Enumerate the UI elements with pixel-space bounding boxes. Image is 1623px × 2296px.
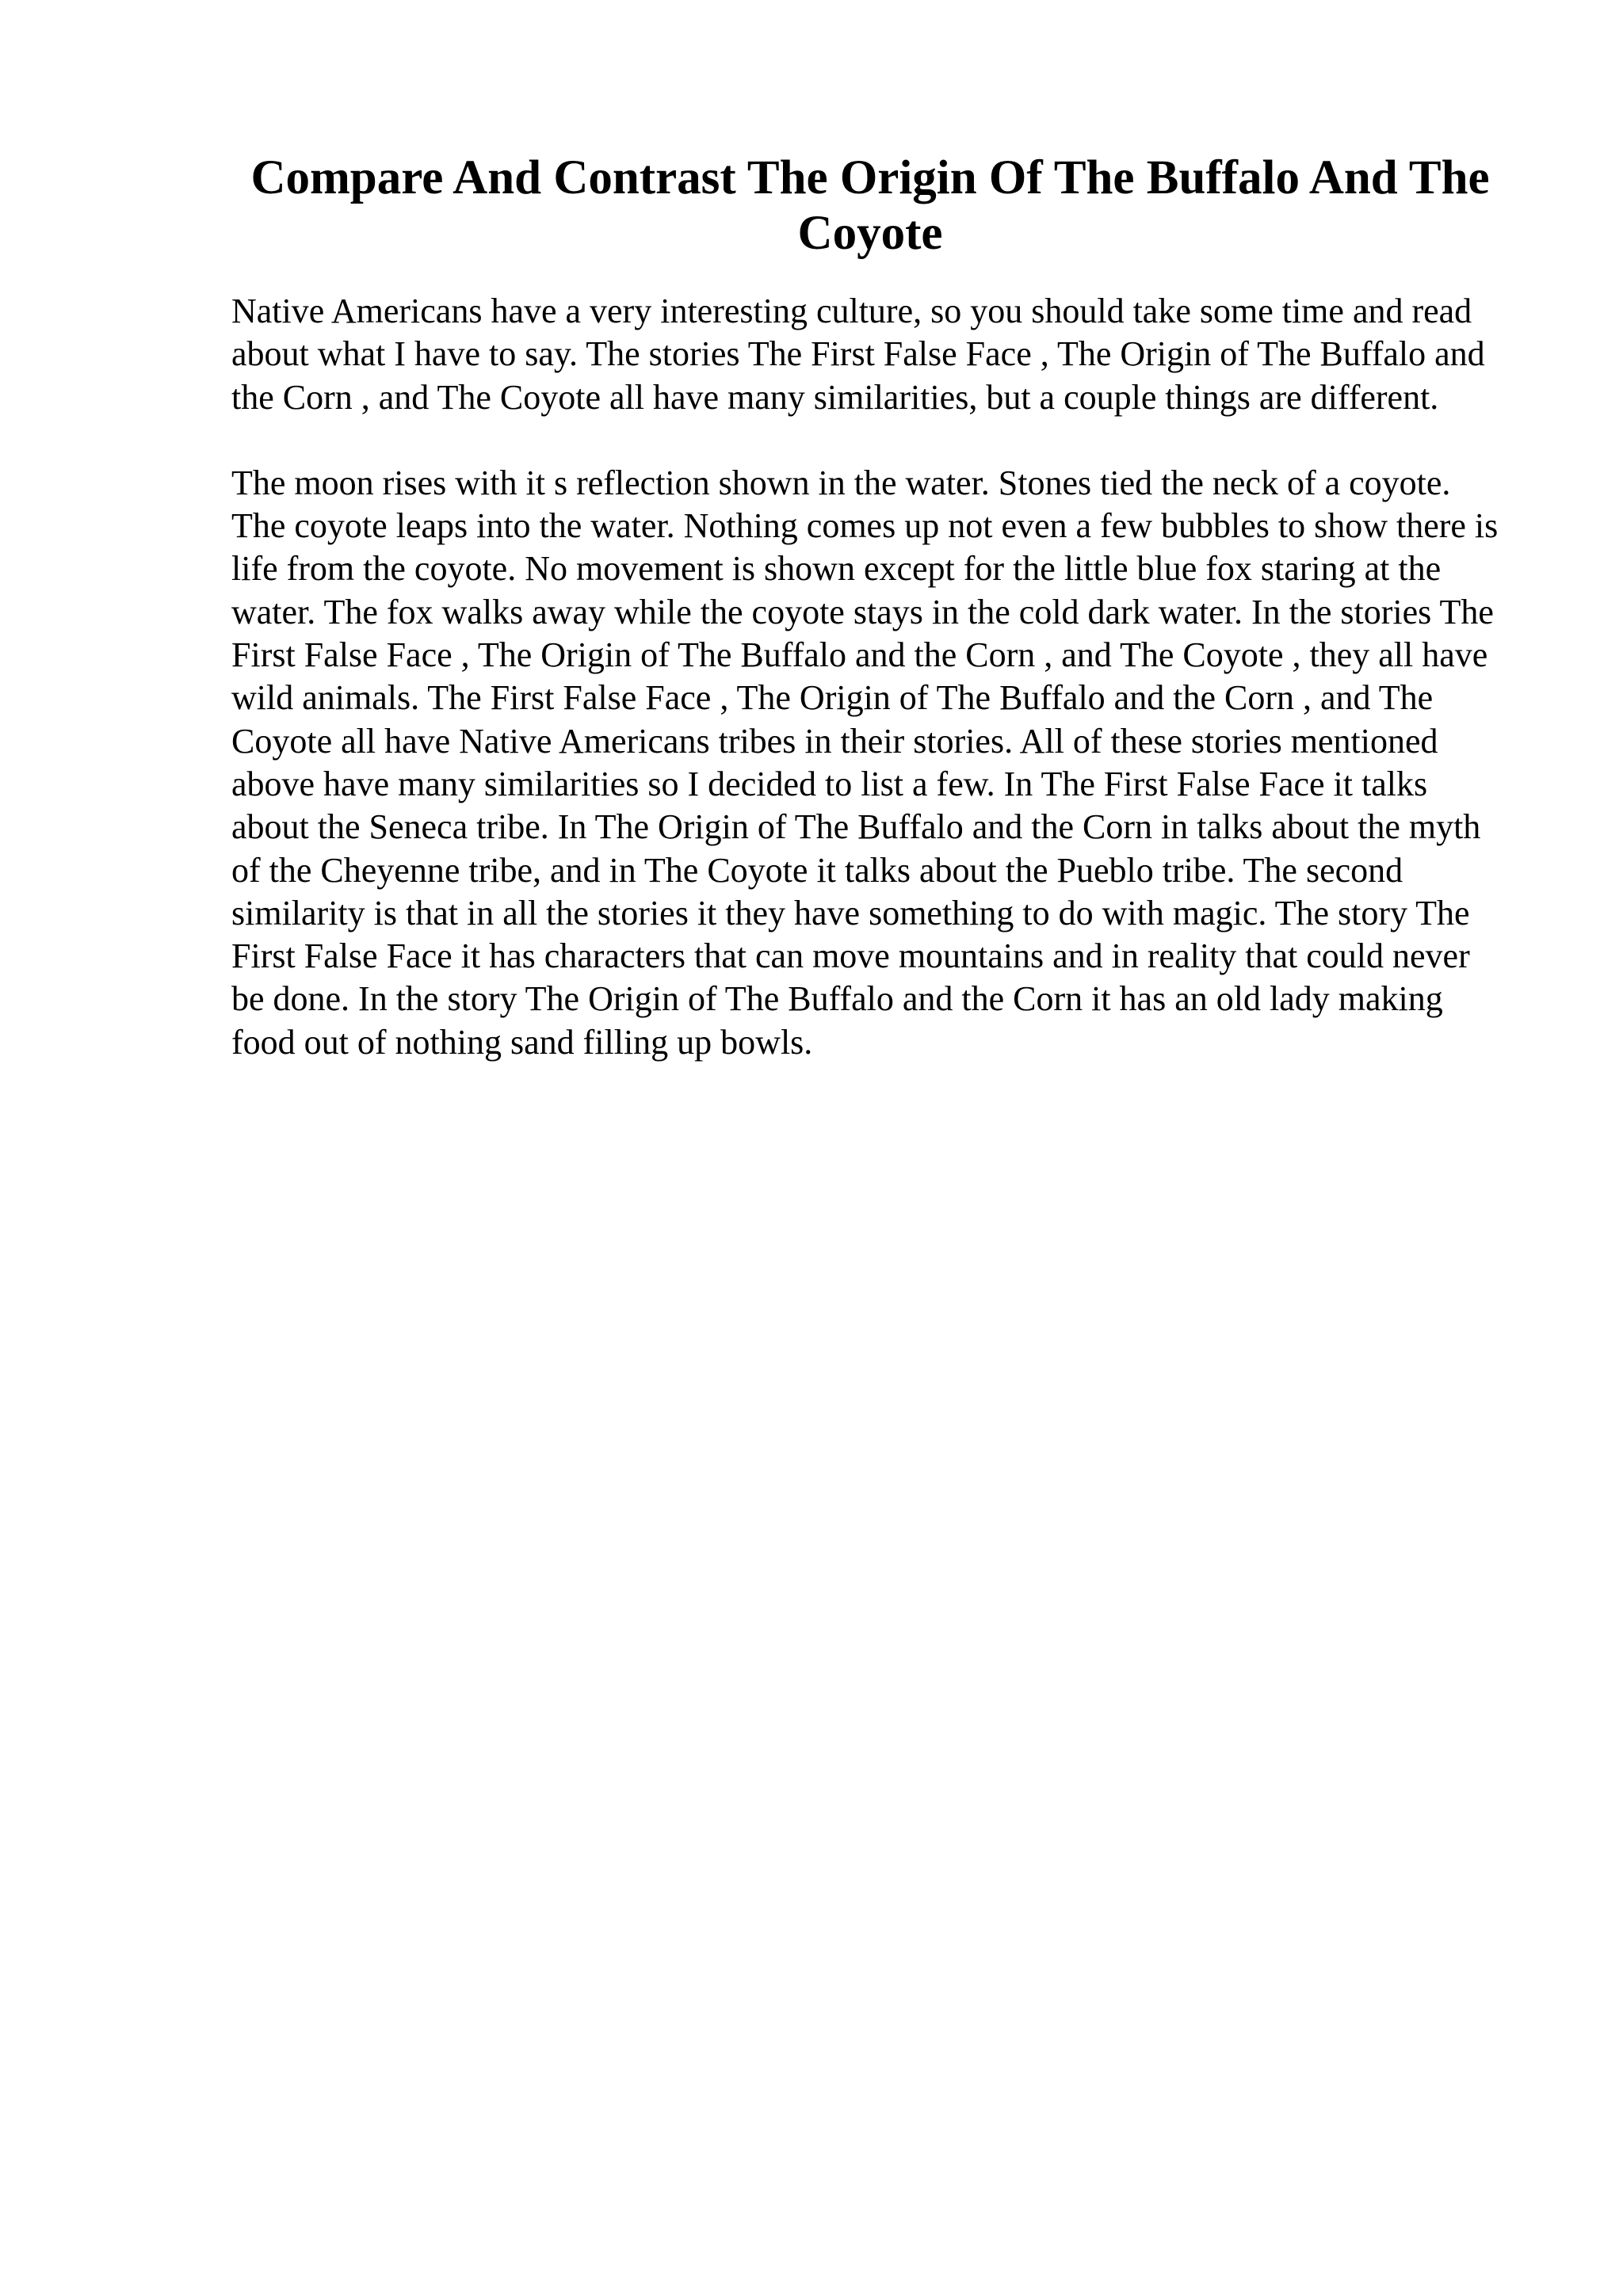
document-title: Compare And Contrast The Origin Of The Buffalo And The Coyote bbox=[250, 151, 1490, 260]
document-body bbox=[231, 151, 1509, 1064]
paragraph-body: The moon rises with it s reflection shown in the water. Stones tied the neck of a coyote. The coyote leaps into the water. Nothing comes up not even a few bubbles to show there is life from the coyote. No movement is shown except for the little blue fox staring at the water. The fox walks away while the coyote stays in the cold dark water. In the stories The First False Face , The Origin of The Buffalo and the Corn , and The Coyote , they all have wild animals. The First False Face , The Origin of The Buffalo and the Corn , and The Coyote all have Native Americans tribes in their stories. All of these stories mentioned above have many similarities so I decided to list a few. In The First False Face it talks about the Seneca tribe. In The Origin of The Buffalo and the Corn in talks about the myth of the Cheyenne tribe, and in The Coyote it talks about the Pueblo tribe. The second similarity is that in all the stories it they have something to do with magic. The story The First False Face it has characters that can move mountains and in reality that could never be done. In the story The Origin of The Buffalo and the Corn it has an old lady making food out of nothing sand filling up bowls. bbox=[231, 463, 1499, 1062]
paragraph-intro: Native Americans have a very interesting culture, so you should take some time and read about what I have to say. The stories The First False Face , The Origin of The Buffalo and the Corn , and The Coyote all have many similarities, but a couple things are different. bbox=[231, 292, 1485, 417]
